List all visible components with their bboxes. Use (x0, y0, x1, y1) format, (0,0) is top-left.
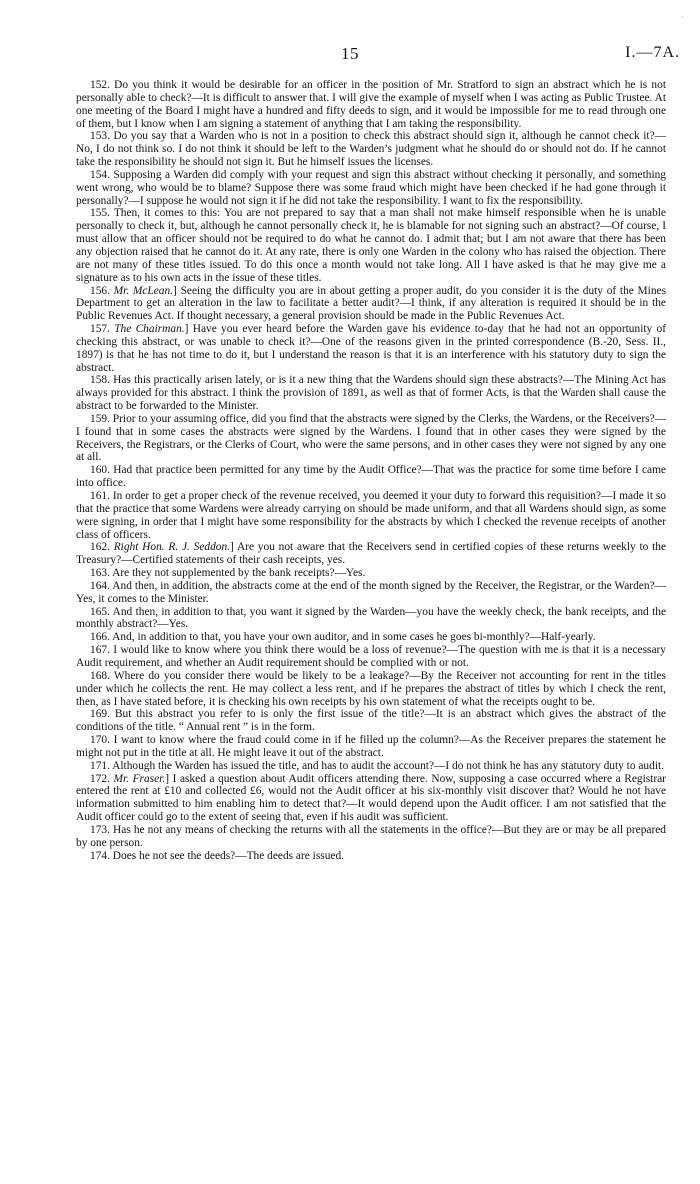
question-paragraph (76, 79, 666, 130)
question-paragraph (76, 708, 666, 734)
page-header (0, 44, 700, 66)
question-paragraph (76, 285, 666, 324)
question-paragraph (76, 644, 666, 670)
question-number: 164. (90, 579, 110, 592)
question-number: 155. (90, 207, 110, 220)
question-paragraph (76, 631, 666, 644)
question-number: 165. (90, 605, 110, 618)
question-number: 169. (90, 708, 110, 721)
question-number: 172. (90, 772, 110, 785)
question-paragraph (76, 374, 666, 413)
question-answer-text: I asked a question about Audit officers attending there. Now, supposing a case occurred where a Registrar entered the rent at £10 and collected £6, would not the Audit officer at his six-monthly visit discover that? Would he not have information submitted to him enabling him to detect that?—It would depend upon the Audit officer. I am not satisfied that the Audit officer could go to the extent of seeing that, even if his audit was sufficient. (76, 772, 666, 824)
question-answer-text: Had that practice been permitted for any time by the Audit Office?—That was the practice for some time before I came into office. (76, 464, 666, 490)
speaker-name: Mr. McLean. (113, 284, 174, 297)
question-answer-text: Then, it comes to this: You are not prepared to say that a man shall not make himself responsible when he is unable personally to check it, but, although he cannot personally check it, he is blamable for not signing such an abstract?—Of course, I must allow that an officer should not be required to do what he cannot do. I admit that; but I am not aware that there has been any objection raised that he cannot do it. At any rate, there is only one Warden in the colony who has raised the objection. There are not many of these titles issued. To do this once a month would not take long. All I have asked is that he may give me a signature as to his own acts in the issue of these titles. (76, 207, 666, 284)
question-number: 166. (90, 631, 110, 644)
question-answer-text: I would like to know where you think there would be a loss of revenue?—The question with me is that it is a necessary Audit requirement, and whether an Audit requirement should be complied with or not. (76, 644, 666, 669)
speaker-bracket: ] (165, 772, 169, 785)
question-paragraph (76, 824, 666, 850)
question-paragraph (76, 541, 666, 567)
question-number: 158. (90, 374, 110, 387)
document-reference: I.—7A. (625, 44, 680, 61)
question-answer-text: And then, in addition to that, you want it signed by the Warden—you have the weekly check, the bank receipts, and the monthly abstract?—Yes. (76, 605, 667, 631)
question-answer-text: Has this practically arisen lately, or is it a new thing that the Wardens should sign these abstracts?—The Mining Act has always provided for this abstract. I think the provision of 1891, as well as that of former Acts, is that the Warden shall cause the abstract to be forwarded to the Minister. (76, 374, 666, 413)
question-answer-text: Are you not aware that the Receivers send in certified copies of these returns weekly to the Treasury?—Certified statements of their cash receipts, yes. (76, 541, 667, 567)
speaker-bracket: ] (184, 323, 189, 336)
question-number: 171. (90, 759, 110, 772)
question-paragraph (76, 413, 666, 464)
question-answer-text: I want to know where the fraud could come in if he filled up the column?—As the Receiver prepares the statement he might not put in the title at all. He might leave it out of the abstract. (76, 734, 666, 759)
corner-mark: · (681, 12, 684, 22)
question-answer-text: And, in addition to that, you have your own auditor, and in some cases he goes bi-monthly?—Half-yearly. (112, 631, 596, 644)
question-paragraph (76, 760, 666, 773)
question-paragraph (76, 850, 666, 863)
question-number: 163. (90, 567, 110, 580)
question-number: 154. (90, 168, 110, 181)
question-number: 156. (90, 284, 110, 297)
speaker-name: Right Hon. R. J. Seddon. (113, 541, 231, 554)
question-number: 160. (90, 464, 110, 477)
evidence-text (76, 79, 666, 862)
question-paragraph (76, 464, 666, 490)
question-answer-text: Have you ever heard before the Warden gave his evidence to-day that he had not an opportunity of checking this abstract, or was unable to check it?—One of the reasons given in the printed correspondence (B.-20, Sess. II., 1897) is that he has not time to do it, but I understand the reason is that it is an interference with his statutory duty to sign the abstract. (76, 323, 666, 374)
question-number: 168. (90, 669, 110, 682)
question-paragraph (76, 606, 666, 632)
speaker-bracket: ] (230, 541, 234, 554)
question-answer-text: Supposing a Warden did comply with your request and sign this abstract without checking it personally, and something went wrong, who would be to blame? Suppose there was some fraud which might have been checked if he had gone through it personally?—I suppose he would not sign it if he did not take the responsibility. I want to fix the responsibility. (76, 168, 666, 207)
question-paragraph (76, 567, 666, 580)
question-answer-text: Has he not any means of checking the returns with all the statements in the office?—But they are or may be all prepared by one person. (76, 823, 666, 849)
question-answer-text: Seeing the difficulty you are in about getting a proper audit, do you consider it is the duty of the Mines Department to get an alteration in the law to facilitate a better audit?—I think, if any alteration is required it should be in the Public Revenues Act. If thought necessary, a general provision should be made in the Public Revenues Act. (76, 284, 666, 323)
question-paragraph (76, 169, 666, 208)
question-number: 174. (90, 849, 110, 862)
question-number: 173. (90, 823, 110, 836)
question-number: 167. (90, 644, 110, 657)
question-paragraph (76, 490, 666, 541)
question-paragraph (76, 207, 666, 284)
question-answer-text: Do you say that a Warden who is not in a position to check this abstract should sign it, although he cannot check it?—No, I do not think so. I do not think it should be left to the Warden’s judgment what he should do or should not do. If he cannot take the responsibility he should not sign it. But he himself issues the licenses. (76, 130, 666, 169)
question-number: 157. (90, 323, 110, 336)
question-answer-text: Does he not see the deeds?—The deeds are issued. (112, 849, 345, 862)
question-answer-text: In order to get a proper check of the revenue received, you deemed it your duty to forward this requisition?—I made it so that the practice that some Wardens were already carrying on should be made uniform, and that all Wardens should sign, as some were signing, in order that I might have some responsibility for the abstracts by which I checked the revenue receipts of another class of officers. (76, 490, 666, 541)
question-answer-text: Prior to your assuming office, did you find that the abstracts were signed by the Clerks, the Wardens, or the Receivers?—I found that in some cases the abstracts were signed by the Wardens. I found that in other cases they were signed by the Receivers, the Registrars, or the Clerks of Court, who were the same persons, and in other cases they were not signed by any one at all. (76, 412, 666, 464)
question-number: 152. (90, 79, 110, 91)
question-answer-text: But this abstract you refer to is only the first issue of the title?—It is an abstract which gives the abstract of the conditions of the title. “ Annual rent ” is in the form. (76, 708, 666, 734)
question-number: 161. (90, 490, 110, 502)
page-number: 15 (341, 44, 359, 63)
question-answer-text: Do you think it would be desirable for an officer in the position of Mr. Stratford to sign an abstract which he is not personally able to check?—It is difficult to answer that. I will give the example of myself when I was acting as Public Trustee. At one meeting of the Board I might have a hundred and fifty deeds to sign, and it would be impossible for me to read through one of them, but I know when I am signing a statement of anything that I am taking the responsibility. (76, 79, 666, 130)
question-paragraph (76, 734, 666, 760)
question-number: 153. (90, 130, 110, 143)
speaker-name: Mr. Fraser. (113, 772, 166, 785)
question-answer-text: Although the Warden has issued the title, and has to audit the account?—I do not think he has any statutory duty to audit. (112, 759, 664, 772)
question-paragraph (76, 670, 666, 709)
question-answer-text: And then, in addition, the abstracts come at the end of the month signed by the Receiver, the Registrar, or the Warden?—Yes, it comes to the Minister. (76, 579, 666, 605)
question-number: 162. (90, 541, 110, 554)
question-paragraph (76, 323, 666, 374)
question-paragraph (76, 130, 666, 169)
question-answer-text: Are they not supplemented by the bank receipts?—Yes. (112, 567, 366, 580)
question-paragraph (76, 773, 666, 824)
question-number: 159. (90, 412, 110, 425)
question-answer-text: Where do you consider there would be likely to be a leakage?—By the Receiver not accounting for rent in the titles under which he collects the rent. He may collect a less rent, and if he prepares the abstract of titles by which I check the rent, then, as I have stated before, it is checking his own receipts by his own statement of what the receipts ought to be. (76, 669, 666, 708)
speaker-bracket: ] (173, 284, 177, 297)
question-number: 170. (90, 734, 110, 747)
question-paragraph (76, 580, 666, 606)
speaker-name: The Chairman. (114, 323, 185, 336)
